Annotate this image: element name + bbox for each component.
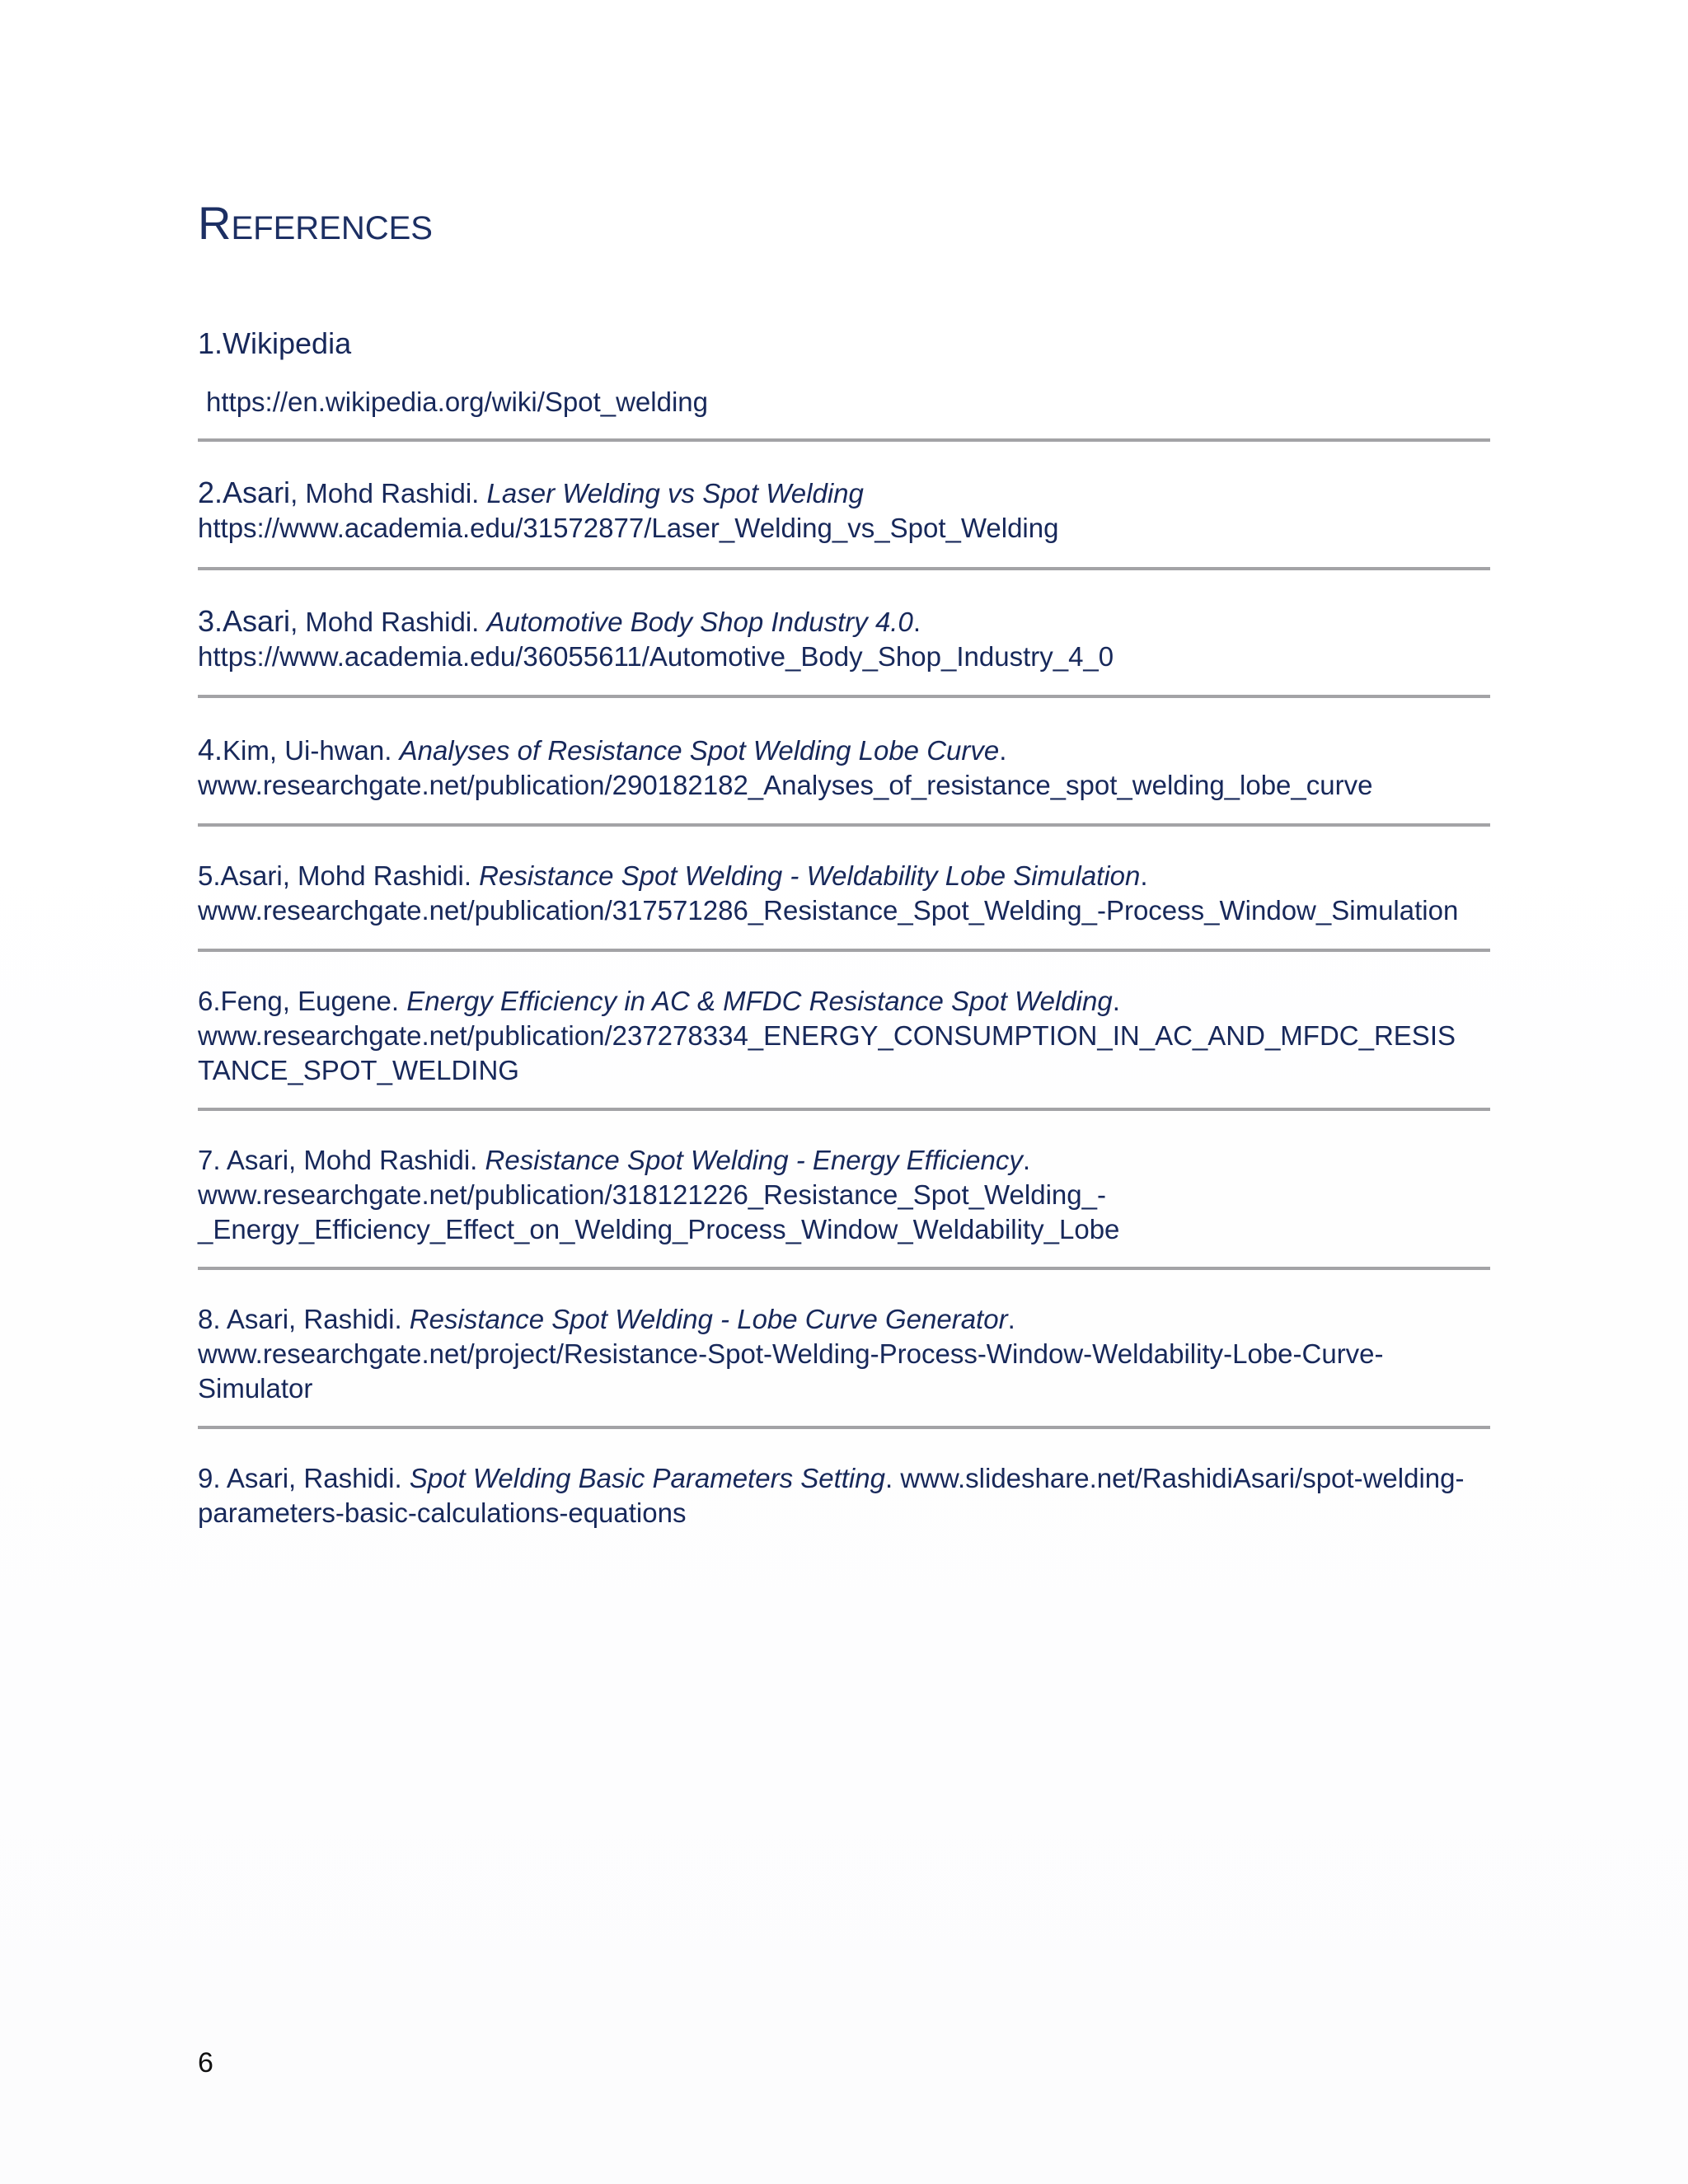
reference-2-link[interactable]: https://www.academia.edu/31572877/Laser_Welding_vs_Spot_Welding [198, 513, 1059, 543]
references-heading [198, 198, 433, 249]
reference-5-number: 5. [198, 860, 221, 891]
reference-2-lead: Asari [223, 476, 291, 509]
reference-4-link[interactable]: www.researchgate.net/publication/290182182_Analyses_of_resistance_spot_welding_lobe_curve [198, 770, 1373, 800]
reference-1-link[interactable]: https://en.wikipedia.org/wiki/Spot_welding [206, 387, 709, 417]
divider [198, 949, 1490, 952]
reference-7-punct: . [1022, 1145, 1031, 1175]
reference-9-author: Asari, Rashidi. [226, 1463, 410, 1493]
reference-7-author: Asari, Mohd Rashidi. [226, 1145, 485, 1175]
reference-8-link-line-2: Simulator [198, 1373, 313, 1404]
reference-4-punct: . [999, 735, 1007, 766]
reference-7-link-line-2: _Energy_Efficiency_Effect_on_Welding_Process_Window_Weldability_Lobe [198, 1214, 1120, 1244]
divider [198, 567, 1490, 570]
divider [198, 695, 1490, 698]
reference-7 [198, 1143, 1492, 1247]
reference-7-title: Resistance Spot Welding - Energy Efficiency [485, 1145, 1023, 1175]
divider [198, 823, 1490, 827]
reference-9-link-line-2: parameters-basic-calculations-equations [198, 1497, 687, 1528]
reference-8-title: Resistance Spot Welding - Lobe Curve Generator [409, 1304, 1008, 1334]
reference-3-number: 3. [198, 604, 223, 638]
reference-5 [198, 859, 1492, 928]
reference-8 [198, 1302, 1492, 1406]
reference-5-punct: . [1140, 860, 1148, 891]
divider [198, 1267, 1490, 1270]
reference-5-title: Resistance Spot Welding - Weldability Lobe Simulation [479, 860, 1141, 891]
reference-8-link[interactable] [198, 1337, 1492, 1406]
reference-6-title: Energy Efficiency in AC & MFDC Resistance Spot Welding [406, 986, 1113, 1016]
reference-3-link[interactable]: https://www.academia.edu/36055611/Automotive_Body_Shop_Industry_4_0 [198, 641, 1114, 672]
reference-9-link-line-1: www.slideshare.net/RashidiAsari/spot-welding- [900, 1463, 1465, 1493]
heading-first-letter: R [198, 197, 232, 249]
divider [198, 438, 1490, 442]
reference-7-link[interactable] [198, 1178, 1492, 1247]
reference-6-punct: . [1112, 986, 1120, 1016]
reference-7-number: 7. [198, 1145, 227, 1175]
reference-2-author: , Mohd Rashidi. [290, 478, 487, 509]
reference-2-title: Laser Welding vs Spot Welding [486, 478, 864, 509]
reference-1-number: 1. [198, 326, 223, 360]
reference-3-title: Automotive Body Shop Industry 4.0 [486, 607, 913, 637]
reference-6-link-line-2: TANCE_SPOT_WELDING [198, 1055, 519, 1085]
reference-7-link-line-1: www.researchgate.net/publication/318121226_Resistance_Spot_Welding_- [198, 1179, 1106, 1210]
divider [198, 1108, 1490, 1111]
reference-8-link-line-1: www.researchgate.net/project/Resistance-Spot-Welding-Process-Window-Weldability-Lobe-Curve- [198, 1338, 1384, 1369]
reference-4-title: Analyses of Resistance Spot Welding Lobe Curve [399, 735, 1000, 766]
reference-4 [198, 733, 1492, 803]
reference-4-author: Kim, Ui-hwan. [223, 735, 400, 766]
reference-6-link[interactable] [198, 1019, 1492, 1088]
reference-1-title [198, 326, 351, 362]
reference-6-author: Feng, Eugene. [220, 986, 407, 1016]
reference-9-title: Spot Welding Basic Parameters Setting [409, 1463, 885, 1493]
reference-3 [198, 604, 1492, 674]
heading-rest: EFERENCES [231, 210, 433, 246]
reference-4-number: 4. [198, 733, 223, 766]
divider [198, 1426, 1490, 1429]
reference-3-author: , Mohd Rashidi. [290, 607, 487, 637]
reference-6-number: 6. [198, 986, 221, 1016]
reference-8-author: Asari, Rashidi. [226, 1304, 410, 1334]
reference-9-punct: . [884, 1463, 901, 1493]
reference-5-author: Asari, Mohd Rashidi. [220, 860, 480, 891]
reference-5-link[interactable]: www.researchgate.net/publication/317571286_Resistance_Spot_Welding_-Process_Window_Simulation [198, 895, 1459, 926]
reference-2 [198, 476, 1492, 546]
reference-3-punct: . [912, 607, 921, 637]
reference-6 [198, 984, 1492, 1088]
reference-3-lead: Asari [223, 604, 291, 638]
reference-8-number: 8. [198, 1304, 227, 1334]
reference-9-number: 9. [198, 1463, 227, 1493]
reference-2-number: 2. [198, 476, 223, 509]
reference-6-link-line-1: www.researchgate.net/publication/237278334_ENERGY_CONSUMPTION_IN_AC_AND_MFDC_RESIS [198, 1020, 1456, 1051]
page-number: 6 [198, 2047, 213, 2079]
reference-1-author: Wikipedia [223, 326, 352, 360]
reference-9 [198, 1461, 1492, 1530]
reference-8-punct: . [1007, 1304, 1015, 1334]
